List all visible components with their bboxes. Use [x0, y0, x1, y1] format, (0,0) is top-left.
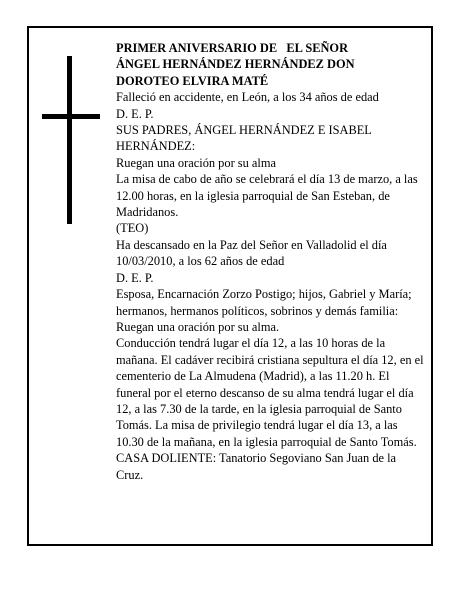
- dep-line-1: D. E. P.: [116, 106, 154, 121]
- second-prayer-line: Ruegan una oración por su alma.: [116, 319, 280, 334]
- dep-line-2: D. E. P.: [116, 270, 154, 285]
- second-details-paragraph: Conducción tendrá lugar el día 12, a las 10 horas de la mañana. El cadáver recibirá cristiana sepultura el día 12, en el cementerio de La Almudena (Madrid), a las 11.20 h. El funeral por el eterno descanso de su alma tendrá lugar el día 12, a las 7.30 de la tarde, en la iglesia parroquial de Santo Tomás. La misa de privilegio tendrá lugar el día 13, a las 10.30 de la mañana, en la iglesia parroquial de Santo Tomás.: [116, 336, 424, 449]
- cross-crossbar: [42, 114, 100, 119]
- first-family-line: SUS PADRES, ÁNGEL HERNÁNDEZ E ISABEL HERNÁNDEZ:: [116, 123, 372, 154]
- heading-line-1: PRIMER ANIVERSARIO DE EL SEÑOR: [116, 41, 349, 55]
- mourning-house-line: CASA DOLIENTE: Tanatorio Segoviano San Juan de la Cruz.: [116, 451, 397, 482]
- second-death-paragraph: Ha descansado en la Paz del Señor en Valladolid el día 10/03/2010, a los 62 años de edad: [116, 237, 387, 269]
- cross-upright: [67, 56, 72, 224]
- first-prayer-line: Ruegan una oración por su alma: [116, 155, 276, 170]
- notice-text: [116, 40, 424, 483]
- heading-line-2: ÁNGEL HERNÁNDEZ HERNÁNDEZ DON: [116, 57, 355, 72]
- heading-line-3: DOROTEO ELVIRA MATÉ: [116, 73, 269, 88]
- obituary-notice: [27, 26, 433, 546]
- first-mass-paragraph: La misa de cabo de año se celebrará el día 13 de marzo, a las 12.00 horas, en la iglesia parroquial de San Esteban, de Madridanos.: [116, 172, 418, 220]
- first-death-line: Falleció en accidente, en León, a los 34 años de edad: [116, 90, 379, 105]
- second-family-paragraph: Esposa, Encarnación Zorzo Postigo; hijos, Gabriel y María; hermanos, hermanos políticos, sobrinos y demás familia:: [116, 287, 412, 318]
- latin-cross-icon: [42, 56, 100, 224]
- nickname-line: (TEO): [116, 221, 149, 236]
